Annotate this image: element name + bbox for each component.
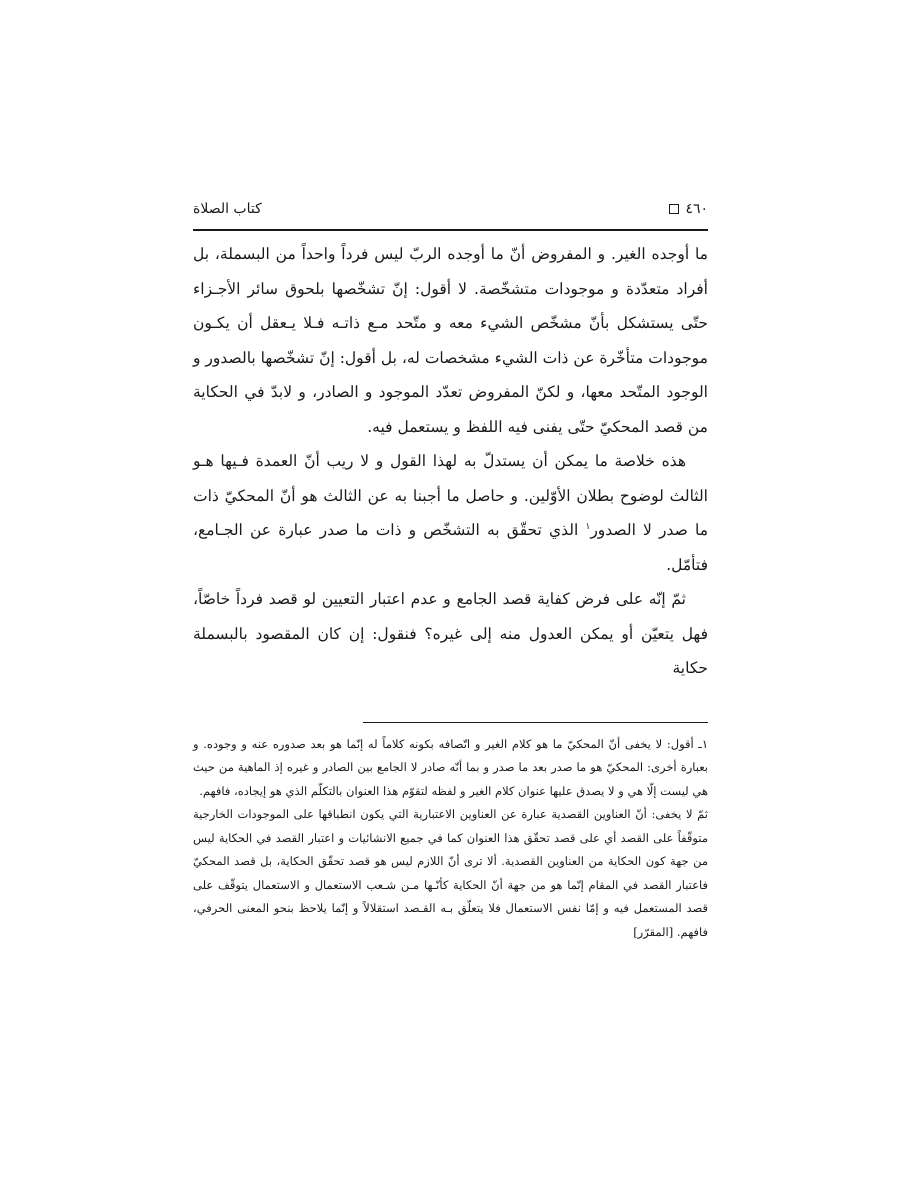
footnote-1-continuation: ثمّ لا يخفى: أنّ العناوين القصدية عبارة عن العناوين الاعتبارية التي يكون انطباقها على الموجودات الخارجية متوقّفاً على القصد أي على قصد تحقّق هذا العنوان كما في جميع الانشائيات و اعتبار القصد في الحكاية ليس من جهة كون الحكاية من العناوين القصدية. ألا ترى أنّ اللازم ليس هو قصد تحقّق الحكاية، بل قصد المحكيّ فاعتبار القصد في المقام إنّما هو من جهة أنّ الحكاية كأنّـها مـن شـعب الاستعمال و الاستعمال يتوقّف على قصد المستعمل فيه و إمّا نفس الاستعمال فلا يتعلّق بـه القـصد استقلالاً و إنّما يلاحظ بنحو المعنى الحرفي، فافهم. [المقرّر] bbox=[193, 807, 708, 939]
book-title: كتاب الصلاة bbox=[193, 201, 262, 217]
footnote-1: ١ـ أقول: لا يخفى أنّ المحكيّ ما هو كلام الغير و اتّصافه بكونه كلاماً له إنّما هو بعد صدوره عنه و وجوده. و بعبارة أخرى: المحكيّ هو ما صدر بعد ما صدر و بما أنّه صادر لا الجامع بين الصادر و غيره إذ الماهية من حيث هي ليست إلّا هي و لا يصدق عليها عنوان كلام الغير و لفظه لتقوّم هذا العنوان بالتكلّم الذي هو إيجاده، فافهم. bbox=[193, 736, 708, 798]
footnote-reference: ١ bbox=[585, 521, 591, 532]
footnotes bbox=[193, 733, 708, 945]
page-number-group bbox=[669, 201, 708, 217]
book-page bbox=[193, 195, 708, 944]
main-text bbox=[193, 237, 708, 686]
paragraph-2-text: هذه خلاصة ما يمكن أن يستدلّ به لهذا القول و لا ريب أنّ العمدة فـيها هـو الثالث لوضوح بطلان الأوّلين. و حاصل ما أجبنا به عن الثالث هو أنّ المحكيّ ذات ما صدر لا الصدور bbox=[193, 452, 708, 539]
paragraph-2-continuation: الذي تحقّق به التشخّص و ذات ما صدر عبارة عن الجـامع، فتأمّل. bbox=[193, 521, 708, 574]
paragraph-1: ما أوجده الغير. و المفروض أنّ ما أوجده الربّ ليس فرداً واحداً من البسملة، بل أفراد متعدّدة و موجودات متشخّصة. لا أقول: إنّ تشخّصها بلحوق سائر الأجـزاء حتّى يستشكل بأنّ مشخّص الشيء معه و متّحد مـع ذاتـه فـلا يـعقل أن يكـون موجودات متأخّرة عن ذات الشيء مشخصات له، بل أقول: إنّ تشخّصها بالصدور و الوجود المتّحد معها، و لكنّ المفروض تعدّد الموجود و الصادر، و لابدّ في الحكاية من قصد المحكيّ حتّى يفنى فيه اللفظ و يستعمل فيه. bbox=[193, 245, 708, 436]
square-ornament-icon bbox=[669, 204, 679, 214]
paragraph-3: ثمّ إنّه على فرض كفاية قصد الجامع و عدم اعتبار التعيين لو قصد فرداً خاصّاً، فهل يتعيّن أو يمكن العدول منه إلى غيره؟ فنقول: إن كان المقصود بالبسملة حكاية bbox=[193, 590, 708, 677]
header-rule bbox=[193, 229, 708, 231]
running-header bbox=[193, 195, 708, 223]
paragraph-2 bbox=[193, 444, 708, 582]
footnote-rule bbox=[363, 722, 708, 723]
page-number: ٤٦٠ bbox=[685, 201, 708, 217]
